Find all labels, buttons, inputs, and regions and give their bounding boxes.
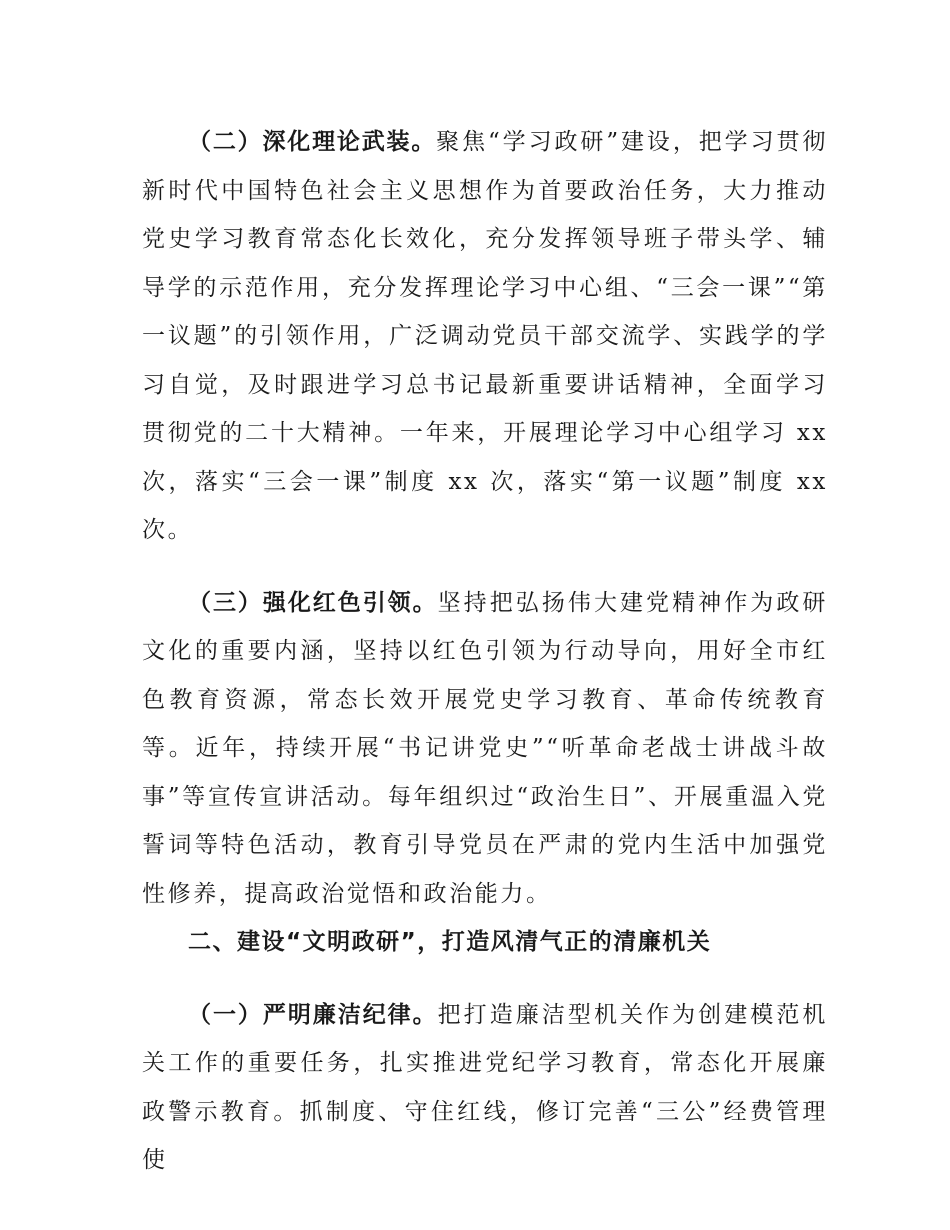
paragraph-red-guidance [142,579,828,919]
paragraph-text: 聚焦“学习政研”建设，把学习贯彻新时代中国特色社会主义思想作为首要政治任务，大力推动党史学习教育常态化长效化，充分发挥领导班子带头学、辅导学的示范作用，充分发挥理论学习中心组、“三会一课”“第一议题”的引领作用，广泛调动党员干部交流学、实践学的学习自觉，及时跟进学习总书记最新重要讲话精神，全面学习贯彻党的二十大精神。一年来，开展理论学习中心组学习 xx 次，落实“三会一课”制度 xx 次，落实“第一议题”制度 xx 次。 [142,129,828,543]
paragraph-text: 把打造廉洁型机关作为创建模范机关工作的重要任务，扎实推进党纪学习教育，常态化开展廉政警示教育。抓制度、守住红线，修订完善“三公”经费管理使 [142,1001,829,1173]
paragraph-text: 坚持把弘扬伟大建党精神作为政研文化的重要内涵，坚持以红色引领为行动导向，用好全市红色教育资源，常态长效开展党史学习教育、革命传统教育等。近年，持续开展“书记讲党史”“听革命老战士讲战斗故事”等宣传宣讲活动。每年组织过“政治生日”、开展重温入党誓词等特色活动，教育引导党员在严肃的党内生活中加强党性修养，提高政治觉悟和政治能力。 [142,589,829,907]
paragraph-lead: （一）严明廉洁纪律。 [188,1001,438,1028]
paragraph-lead: （二）深化理论武装。 [188,129,437,155]
paragraph-lead: （三）强化红色引领。 [188,589,438,616]
section-heading: 二、建设“文明政研”，打造风清气正的清廉机关 [188,929,712,955]
document-body [142,118,828,1185]
paragraph-integrity-discipline [142,991,828,1185]
paragraph-deepen-theory [142,118,828,555]
